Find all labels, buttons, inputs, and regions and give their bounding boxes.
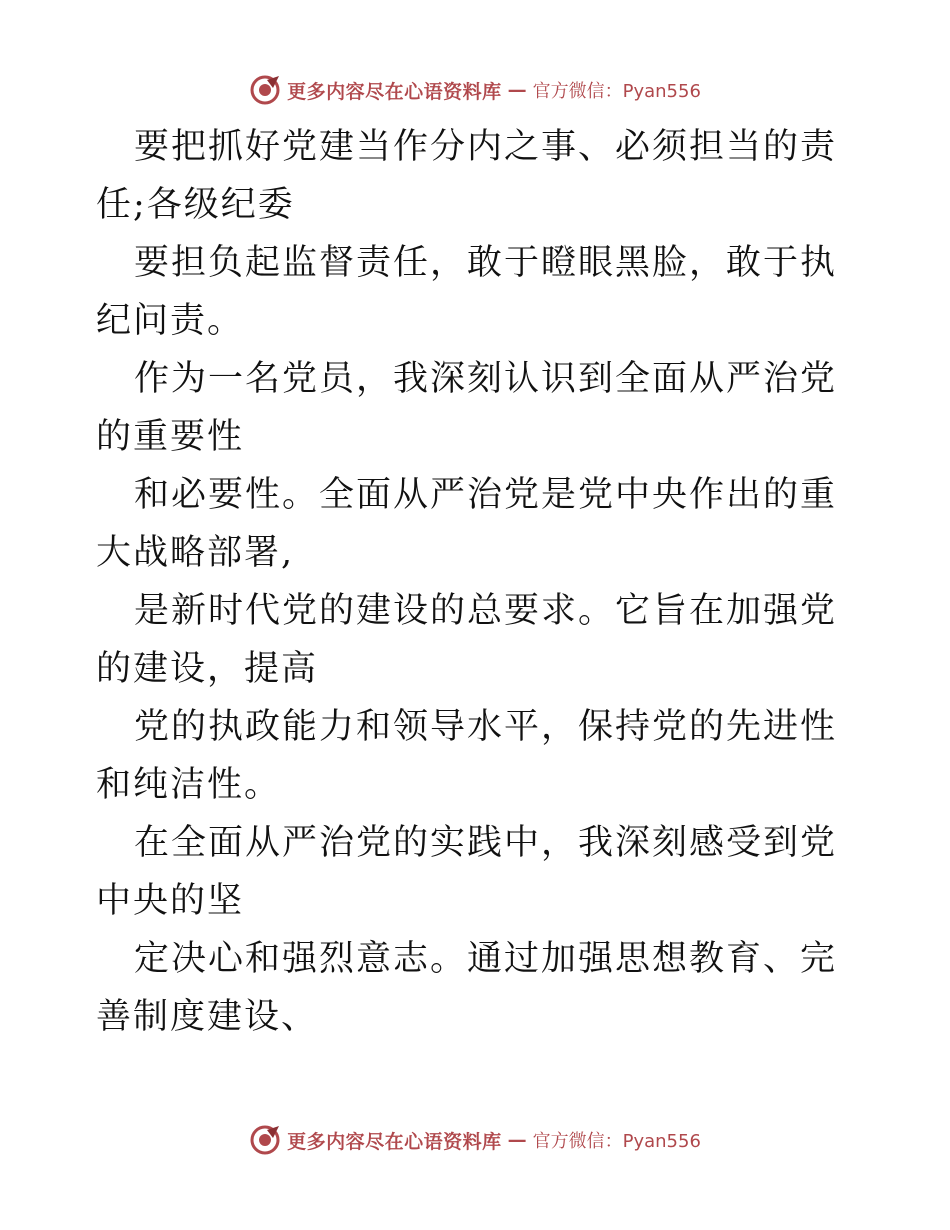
pen-logo-icon (249, 1124, 281, 1156)
footer-site-text: 更多内容尽在心语资料库 (287, 1130, 502, 1153)
paragraph: 要把抓好党建当作分内之事、必须担当的责任;各级纪委 (96, 127, 838, 225)
paragraph: 定决心和强烈意志。通过加强思想教育、完善制度建设、 (96, 939, 838, 1037)
header-separator: — (507, 79, 527, 101)
footer-wechat-text: 官方微信：Pyan556 (532, 1131, 701, 1152)
paragraph: 是新时代党的建设的总要求。它旨在加强党的建设，提高 (96, 591, 838, 689)
footer-separator: — (507, 1129, 527, 1151)
paragraph: 和必要性。全面从严治党是党中央作出的重大战略部署, (96, 475, 838, 573)
header-wechat-text: 官方微信：Pyan556 (532, 81, 701, 102)
paragraph: 作为一名党员，我深刻认识到全面从严治党的重要性 (96, 359, 838, 457)
header-banner (0, 70, 950, 110)
paragraph: 在全面从严治党的实践中，我深刻感受到党中央的坚 (96, 823, 838, 921)
document-body (96, 118, 856, 1046)
header-site-text: 更多内容尽在心语资料库 (287, 80, 502, 103)
paragraph: 要担负起监督责任，敢于瞪眼黑脸，敢于执纪问责。 (96, 243, 838, 341)
pen-logo-icon (249, 74, 281, 106)
paragraph: 党的执政能力和领导水平，保持党的先进性和纯洁性。 (96, 707, 838, 805)
footer-banner (0, 1120, 950, 1160)
